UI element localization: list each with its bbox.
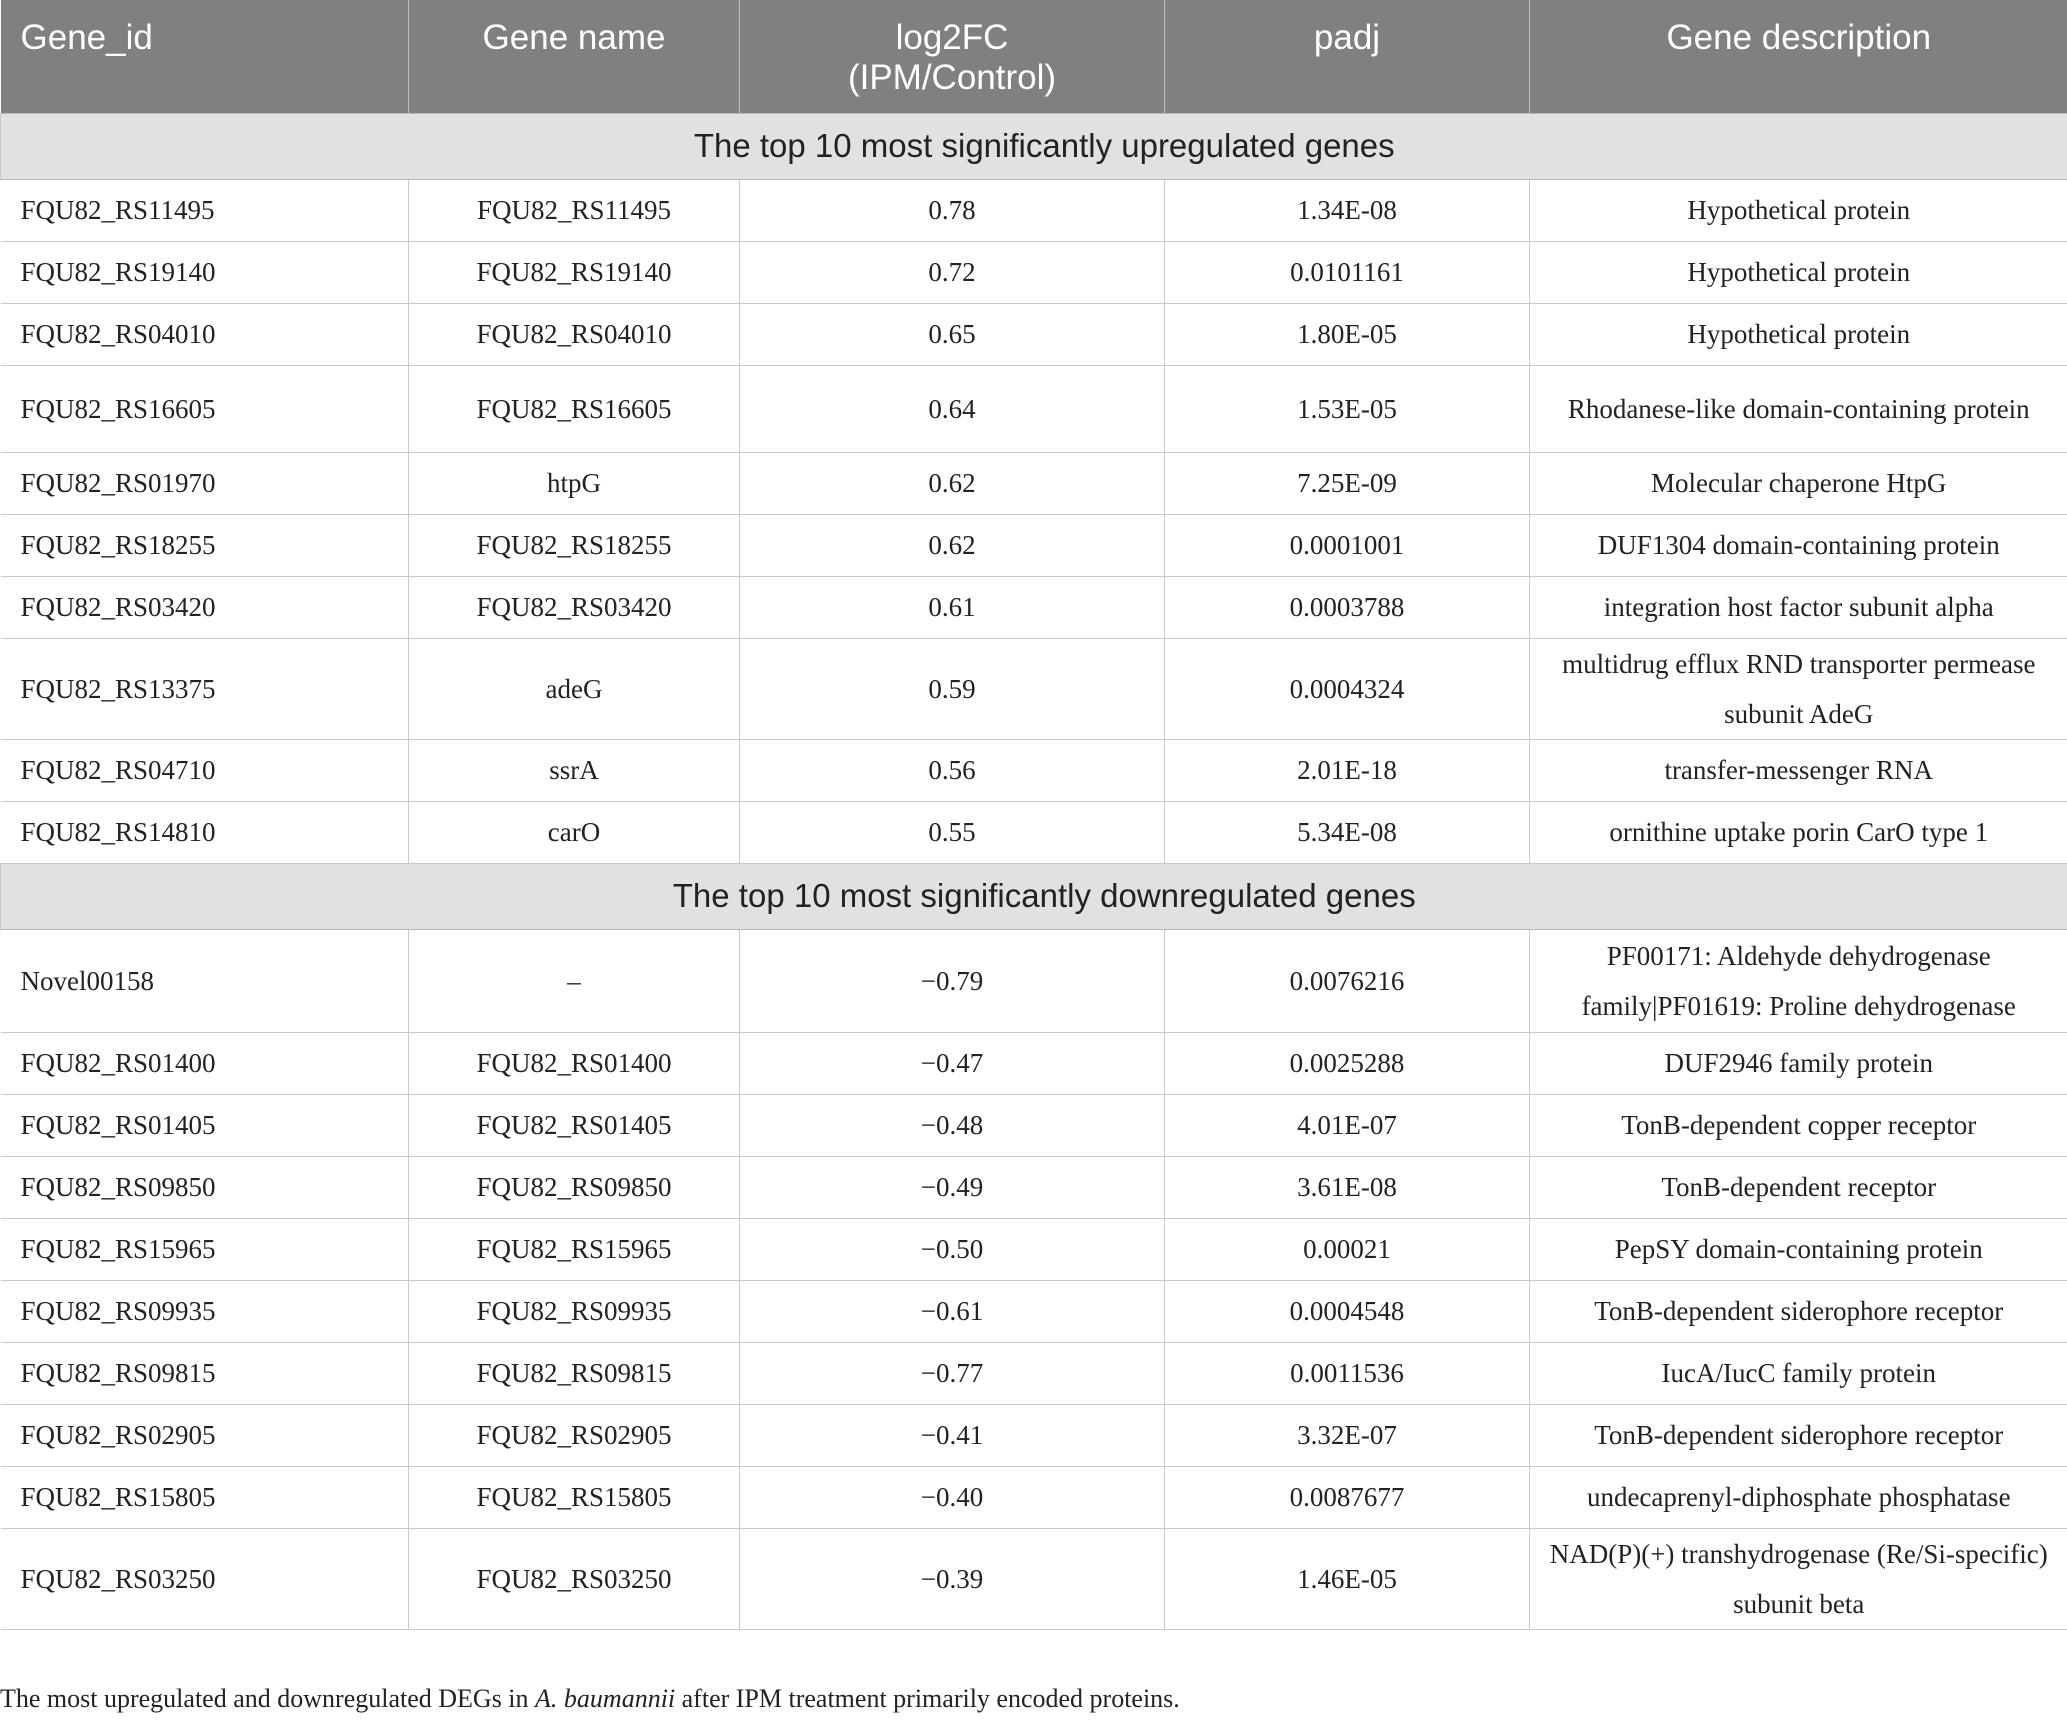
header-description: Gene description: [1530, 0, 2067, 113]
padj-cell: 0.0087677: [1165, 1466, 1530, 1528]
gene-name-cell: FQU82_RS03420: [409, 576, 740, 638]
gene-name-cell: FQU82_RS04010: [409, 303, 740, 365]
padj-cell: 4.01E-07: [1165, 1094, 1530, 1156]
table-row: [1, 739, 2067, 801]
gene-id-cell: Novel00158: [1, 929, 409, 1032]
table-row: [1, 1094, 2067, 1156]
gene-name-cell: FQU82_RS15805: [409, 1466, 740, 1528]
description-cell: ornithine uptake porin CarO type 1: [1530, 801, 2067, 863]
gene-id-cell: FQU82_RS18255: [1, 514, 409, 576]
gene-id-cell: FQU82_RS02905: [1, 1404, 409, 1466]
padj-cell: 0.00021: [1165, 1218, 1530, 1280]
description-cell: DUF2946 family protein: [1530, 1032, 2067, 1094]
gene-name-cell: FQU82_RS09815: [409, 1342, 740, 1404]
description-cell: TonB-dependent siderophore receptor: [1530, 1280, 2067, 1342]
gene-id-cell: FQU82_RS01970: [1, 452, 409, 514]
gene-id-cell: FQU82_RS04710: [1, 739, 409, 801]
gene-name-cell: FQU82_RS15965: [409, 1218, 740, 1280]
padj-cell: 0.0011536: [1165, 1342, 1530, 1404]
description-cell: PepSY domain-containing protein: [1530, 1218, 2067, 1280]
gene-id-cell: FQU82_RS04010: [1, 303, 409, 365]
log2fc-cell: −0.40: [740, 1466, 1165, 1528]
gene-id-cell: FQU82_RS01405: [1, 1094, 409, 1156]
log2fc-cell: −0.50: [740, 1218, 1165, 1280]
description-cell: integration host factor subunit alpha: [1530, 576, 2067, 638]
gene-id-cell: FQU82_RS15965: [1, 1218, 409, 1280]
gene-name-cell: carO: [409, 801, 740, 863]
gene-id-cell: FQU82_RS09850: [1, 1156, 409, 1218]
log2fc-cell: −0.49: [740, 1156, 1165, 1218]
description-cell: NAD(P)(+) transhydrogenase (Re/Si-specific) subunit beta: [1530, 1528, 2067, 1629]
gene-name-cell: FQU82_RS01405: [409, 1094, 740, 1156]
gene-name-cell: FQU82_RS11495: [409, 179, 740, 241]
log2fc-cell: 0.78: [740, 179, 1165, 241]
description-cell: Hypothetical protein: [1530, 303, 2067, 365]
gene-id-cell: FQU82_RS13375: [1, 638, 409, 739]
padj-cell: 2.01E-18: [1165, 739, 1530, 801]
gene-name-cell: adeG: [409, 638, 740, 739]
log2fc-cell: 0.72: [740, 241, 1165, 303]
table-row: [1, 1156, 2067, 1218]
description-cell: TonB-dependent siderophore receptor: [1530, 1404, 2067, 1466]
table-row: [1, 1342, 2067, 1404]
table-row: [1, 1528, 2067, 1629]
description-cell: transfer-messenger RNA: [1530, 739, 2067, 801]
padj-cell: 3.32E-07: [1165, 1404, 1530, 1466]
header-gene-id: Gene_id: [1, 0, 409, 113]
table-row: [1, 241, 2067, 303]
table-row: [1, 929, 2067, 1032]
gene-id-cell: FQU82_RS19140: [1, 241, 409, 303]
log2fc-cell: −0.48: [740, 1094, 1165, 1156]
description-cell: undecaprenyl-diphosphate phosphatase: [1530, 1466, 2067, 1528]
table-row: [1, 514, 2067, 576]
padj-cell: 1.53E-05: [1165, 365, 1530, 452]
gene-name-cell: –: [409, 929, 740, 1032]
log2fc-cell: 0.59: [740, 638, 1165, 739]
log2fc-cell: 0.55: [740, 801, 1165, 863]
table-row: [1, 638, 2067, 739]
log2fc-cell: 0.61: [740, 576, 1165, 638]
gene-id-cell: FQU82_RS09815: [1, 1342, 409, 1404]
padj-cell: 0.0101161: [1165, 241, 1530, 303]
padj-cell: 5.34E-08: [1165, 801, 1530, 863]
log2fc-cell: −0.77: [740, 1342, 1165, 1404]
gene-name-cell: FQU82_RS09850: [409, 1156, 740, 1218]
gene-id-cell: FQU82_RS09935: [1, 1280, 409, 1342]
log2fc-cell: −0.61: [740, 1280, 1165, 1342]
gene-id-cell: FQU82_RS15805: [1, 1466, 409, 1528]
padj-cell: 0.0076216: [1165, 929, 1530, 1032]
description-cell: Hypothetical protein: [1530, 241, 2067, 303]
gene-id-cell: FQU82_RS14810: [1, 801, 409, 863]
padj-cell: 3.61E-08: [1165, 1156, 1530, 1218]
description-cell: TonB-dependent receptor: [1530, 1156, 2067, 1218]
gene-id-cell: FQU82_RS03420: [1, 576, 409, 638]
table-row: [1, 576, 2067, 638]
log2fc-cell: 0.56: [740, 739, 1165, 801]
gene-name-cell: FQU82_RS09935: [409, 1280, 740, 1342]
log2fc-cell: 0.64: [740, 365, 1165, 452]
header-log2fc: log2FC (IPM/Control): [740, 0, 1165, 113]
table-row: [1, 1218, 2067, 1280]
description-cell: Molecular chaperone HtpG: [1530, 452, 2067, 514]
gene-id-cell: FQU82_RS01400: [1, 1032, 409, 1094]
gene-name-cell: ssrA: [409, 739, 740, 801]
gene-name-cell: FQU82_RS18255: [409, 514, 740, 576]
gene-name-cell: htpG: [409, 452, 740, 514]
gene-id-cell: FQU82_RS11495: [1, 179, 409, 241]
description-cell: multidrug efflux RND transporter permease subunit AdeG: [1530, 638, 2067, 739]
description-cell: Hypothetical protein: [1530, 179, 2067, 241]
padj-cell: 0.0004548: [1165, 1280, 1530, 1342]
gene-name-cell: FQU82_RS01400: [409, 1032, 740, 1094]
gene-name-cell: FQU82_RS16605: [409, 365, 740, 452]
padj-cell: 0.0001001: [1165, 514, 1530, 576]
description-cell: DUF1304 domain-containing protein: [1530, 514, 2067, 576]
section-downregulated: [1, 863, 2067, 929]
gene-id-cell: FQU82_RS03250: [1, 1528, 409, 1629]
padj-cell: 1.46E-05: [1165, 1528, 1530, 1629]
log2fc-cell: 0.62: [740, 452, 1165, 514]
log2fc-cell: −0.39: [740, 1528, 1165, 1629]
table-row: [1, 801, 2067, 863]
header-gene-name: Gene name: [409, 0, 740, 113]
description-cell: PF00171: Aldehyde dehydrogenase family|PF01619: Proline dehydrogenase: [1530, 929, 2067, 1032]
gene-name-cell: FQU82_RS19140: [409, 241, 740, 303]
header-row: [1, 0, 2067, 113]
gene-name-cell: FQU82_RS02905: [409, 1404, 740, 1466]
table-caption: The most upregulated and downregulated DEGs in A. baumannii after IPM treatment primarily encoded proteins.: [0, 1684, 1180, 1713]
log2fc-cell: 0.62: [740, 514, 1165, 576]
padj-cell: 7.25E-09: [1165, 452, 1530, 514]
gene-id-cell: FQU82_RS16605: [1, 365, 409, 452]
padj-cell: 1.80E-05: [1165, 303, 1530, 365]
table-row: [1, 179, 2067, 241]
table-row: [1, 1032, 2067, 1094]
section-downregulated-label: The top 10 most significantly downregulated genes: [1, 863, 2067, 929]
padj-cell: 0.0003788: [1165, 576, 1530, 638]
padj-cell: 0.0025288: [1165, 1032, 1530, 1094]
table-row: [1, 365, 2067, 452]
table-row: [1, 1280, 2067, 1342]
log2fc-cell: 0.65: [740, 303, 1165, 365]
description-cell: TonB-dependent copper receptor: [1530, 1094, 2067, 1156]
padj-cell: 0.0004324: [1165, 638, 1530, 739]
description-cell: IucA/IucC family protein: [1530, 1342, 2067, 1404]
log2fc-cell: −0.41: [740, 1404, 1165, 1466]
table-row: [1, 1466, 2067, 1528]
description-cell: Rhodanese-like domain-containing protein: [1530, 365, 2067, 452]
table-row: [1, 452, 2067, 514]
gene-name-cell: FQU82_RS03250: [409, 1528, 740, 1629]
section-upregulated: [1, 113, 2067, 179]
table-row: [1, 303, 2067, 365]
section-upregulated-label: The top 10 most significantly upregulated genes: [1, 113, 2067, 179]
header-padj: padj: [1165, 0, 1530, 113]
padj-cell: 1.34E-08: [1165, 179, 1530, 241]
table-row: [1, 1404, 2067, 1466]
log2fc-cell: −0.47: [740, 1032, 1165, 1094]
log2fc-cell: −0.79: [740, 929, 1165, 1032]
